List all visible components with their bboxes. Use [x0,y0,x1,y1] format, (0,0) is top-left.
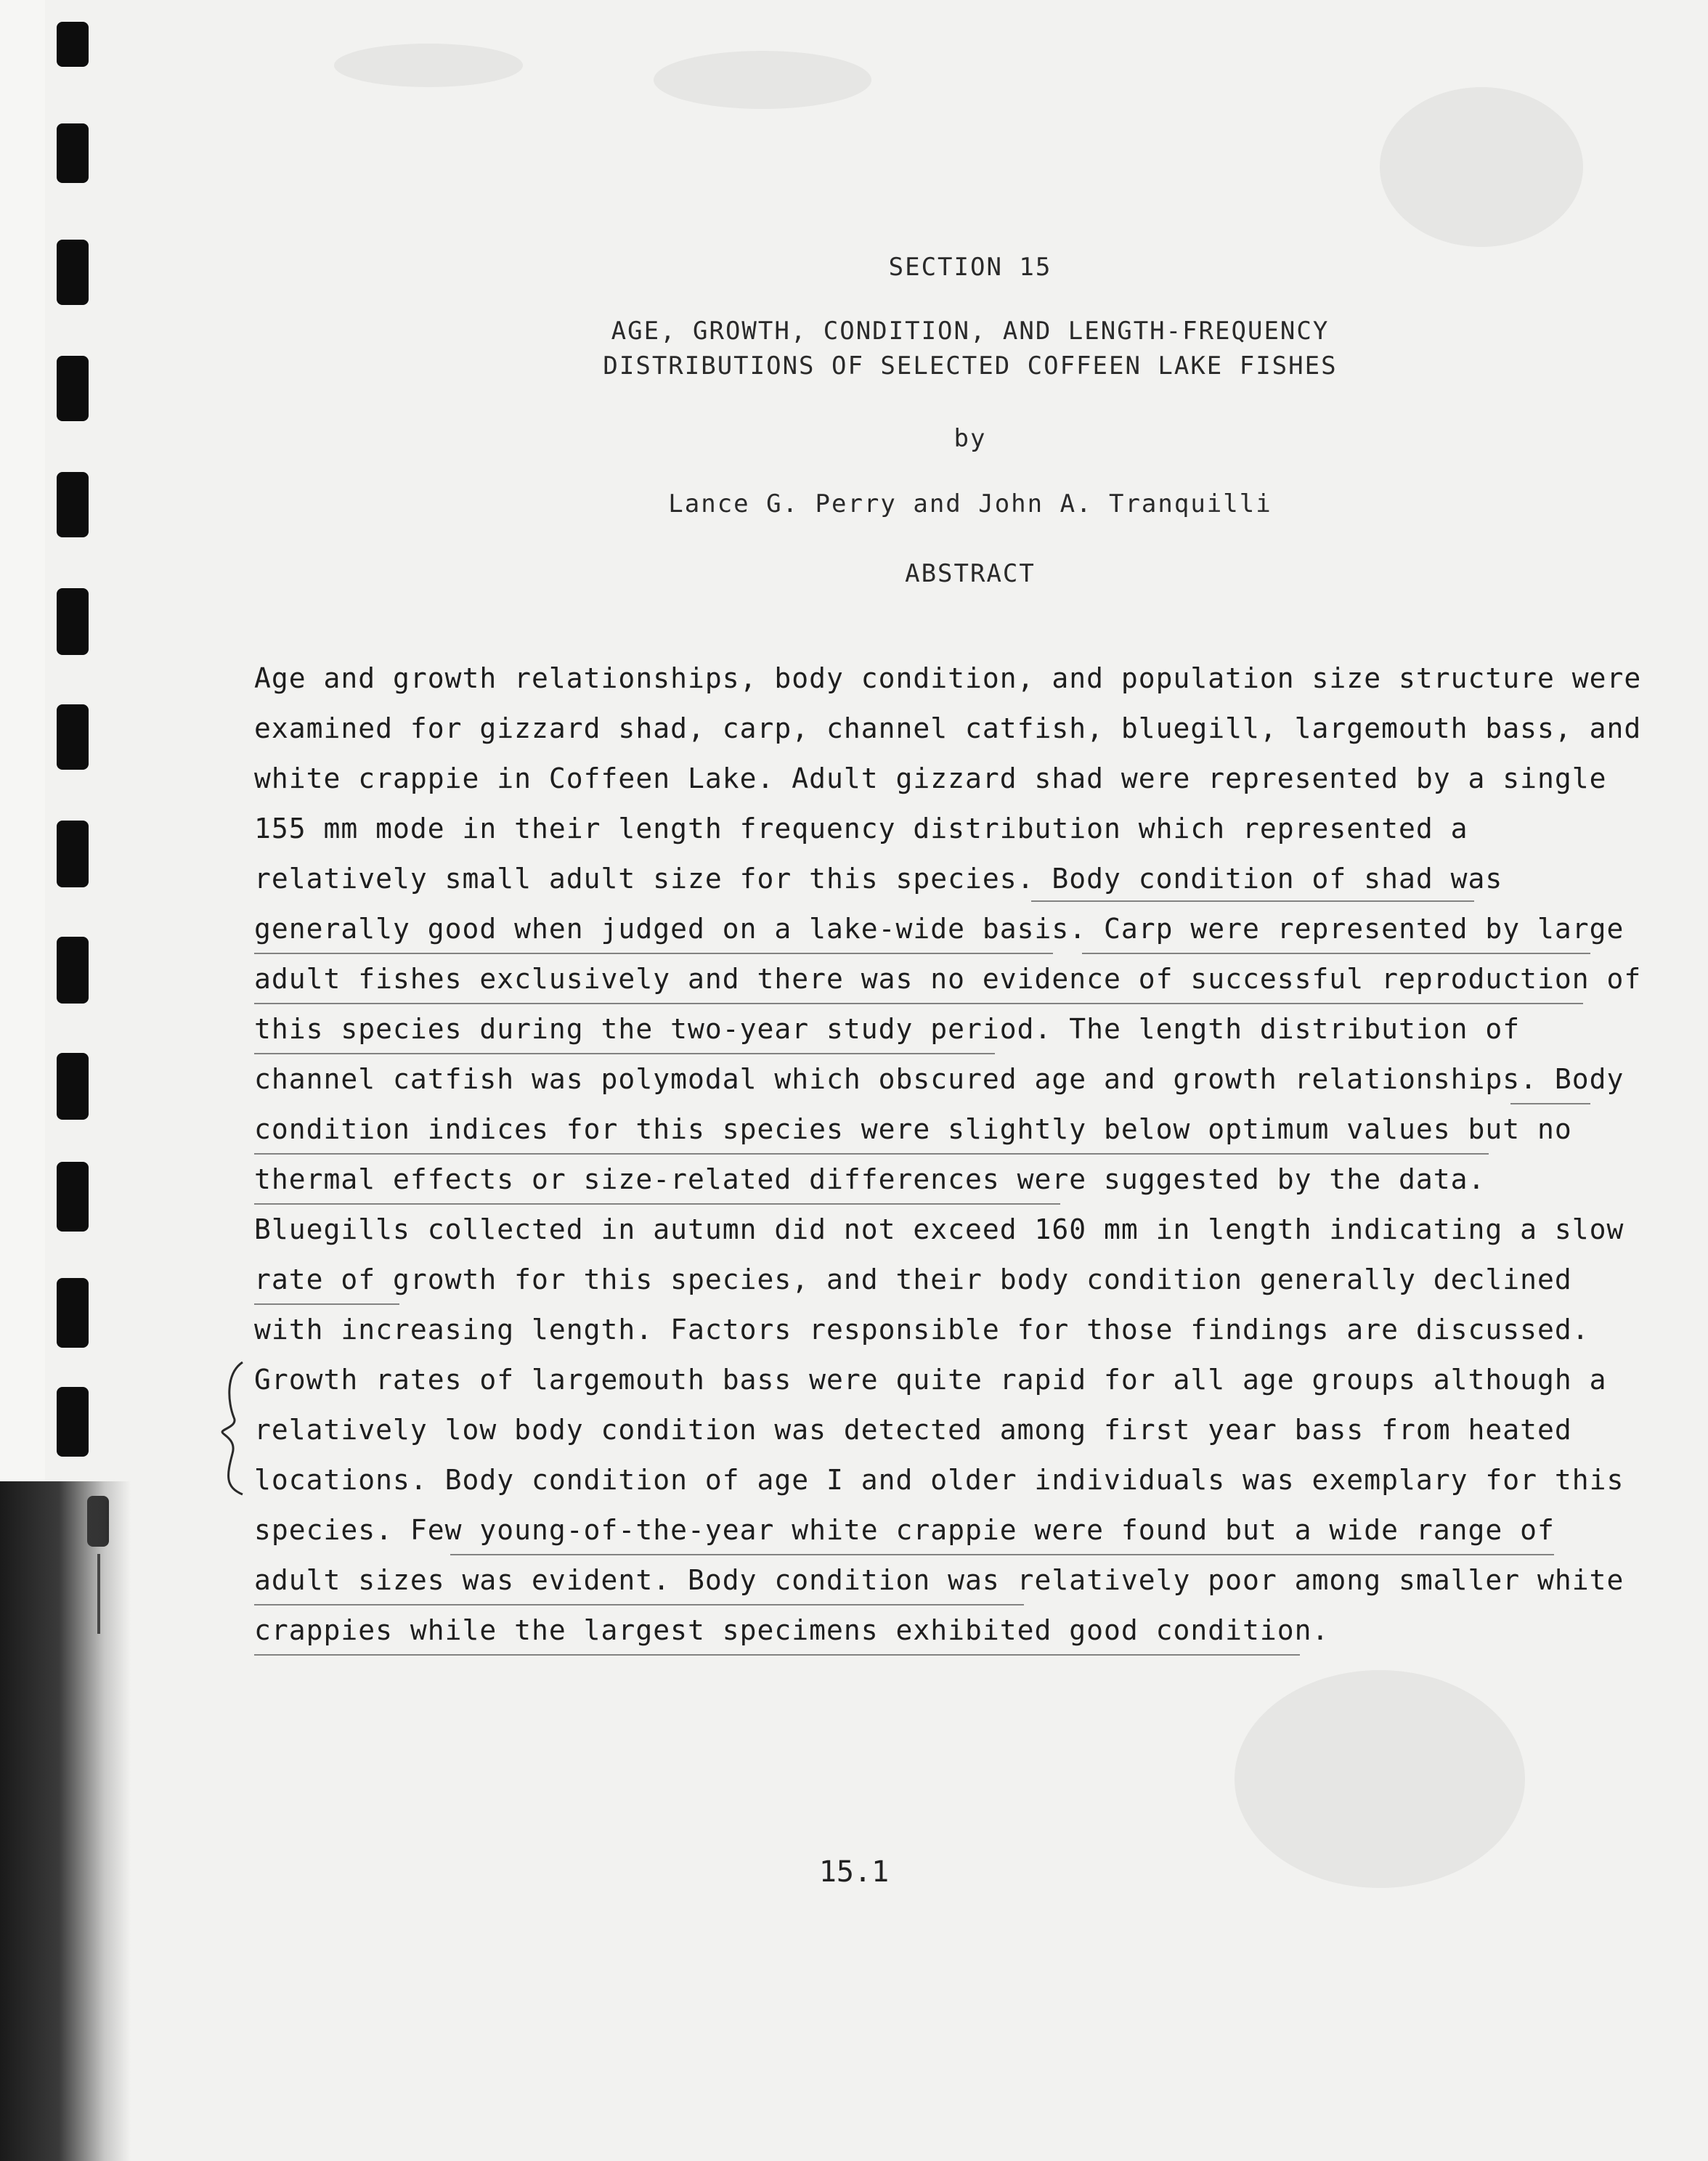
binder-hole [57,821,89,887]
section-label: SECTION 15 [888,253,1052,282]
handwritten-underline [1031,900,1474,902]
abstract-line: white crappie in Coffeen Lake. Adult gizzard shad were represented by a single [254,762,1607,794]
abstract-line: relatively small adult size for this species. Body condition of shad was [254,863,1503,895]
handwritten-underline [254,1203,1060,1205]
handwritten-underline [254,1604,1024,1606]
abstract-line: adult sizes was evident. Body condition was relatively poor among smaller white [254,1564,1624,1596]
abstract-line: rate of growth for this species, and their body condition generally declined [254,1263,1572,1295]
handwritten-bracket [218,1359,247,1497]
abstract-line: this species during the two-year study period. The length distribution of [254,1013,1521,1045]
binder-hole [57,123,89,183]
handwritten-underline [254,1003,1583,1004]
abstract-body [254,654,1642,1656]
abstract-line: adult fishes exclusively and there was no evidence of successful reproduction of [254,963,1642,995]
handwritten-underline [254,1303,399,1305]
binder-hole [57,588,89,655]
binder-hole [57,472,89,537]
page-number: 15.1 [818,1855,890,1889]
handwritten-underline [254,1053,995,1054]
binder-hole [57,1278,89,1348]
binder-hole [57,356,89,421]
abstract-line: relatively low body condition was detected among first year bass from heated [254,1414,1572,1446]
scan-speckle [1380,87,1583,247]
binder-hole [57,704,89,770]
title-line-1: AGE, GROWTH, CONDITION, AND LENGTH-FREQUENCY [611,317,1330,346]
abstract-line: 155 mm mode in their length frequency distribution which represented a [254,813,1468,845]
abstract-line: generally good when judged on a lake-wide basis. Carp were represented by large [254,913,1624,945]
handwritten-underline [254,953,1053,954]
abstract-line: with increasing length. Factors responsible for those findings are discussed. [254,1314,1590,1346]
binder-hole [57,1053,89,1120]
abstract-line: Age and growth relationships, body condition, and population size structure were [254,662,1642,694]
photocopy-shadow [0,1481,131,2161]
abstract-line: condition indices for this species were slightly below optimum values but no [254,1113,1572,1145]
scan-speckle [654,51,871,109]
binder-hole [57,240,89,305]
abstract-line: species. Few young-of-the-year white crappie were found but a wide range of [254,1514,1555,1546]
title-line-2: DISTRIBUTIONS OF SELECTED COFFEEN LAKE FISHES [603,351,1338,380]
byline: by [953,424,987,453]
scan-speckle [334,44,523,87]
handwritten-underline [254,1654,1300,1656]
abstract-line: examined for gizzard shad, carp, channel catfish, bluegill, largemouth bass, and [254,712,1642,744]
binder-hole [57,22,89,67]
abstract-line: Growth rates of largemouth bass were quite rapid for all age groups although a [254,1364,1607,1396]
handwritten-underline [1510,1103,1590,1104]
handwritten-underline [254,1153,1489,1155]
authors: Lance G. Perry and John A. Tranquilli [668,489,1272,518]
binder-hole [57,937,89,1004]
handwritten-underline [1082,953,1590,954]
abstract-line: crappies while the largest specimens exhibited good condition. [254,1614,1330,1646]
abstract-heading: ABSTRACT [905,559,1036,588]
abstract-line: thermal effects or size-related differences were suggested by the data. [254,1163,1486,1195]
abstract-line: locations. Body condition of age I and older individuals was exemplary for this [254,1464,1624,1496]
handwritten-underline [450,1554,1554,1555]
abstract-line: Bluegills collected in autumn did not exceed 160 mm in length indicating a slow [254,1213,1624,1245]
abstract-line: channel catfish was polymodal which obscured age and growth relationships. Body [254,1063,1624,1095]
binder-hole [57,1162,89,1232]
binder-hole [57,1387,89,1457]
